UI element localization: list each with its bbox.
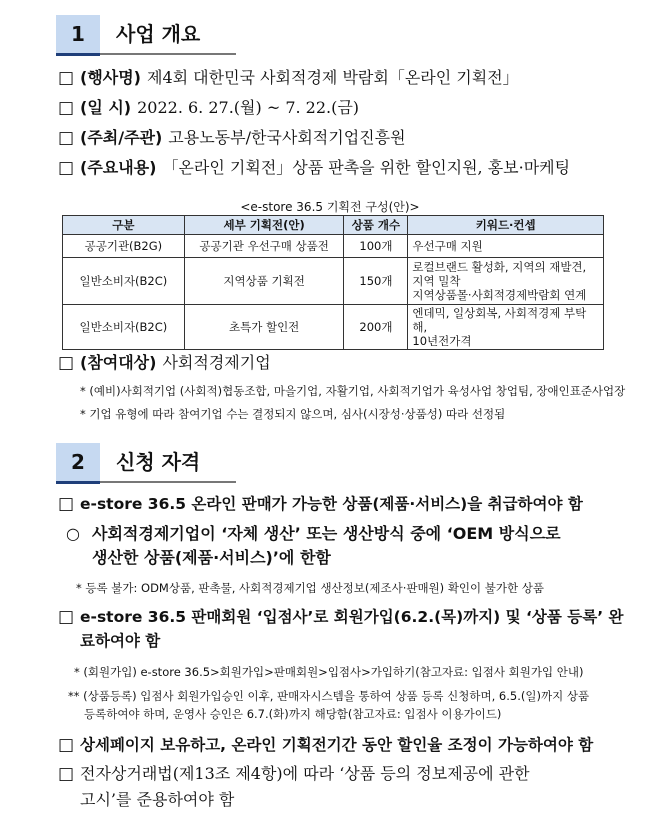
section-number: 2: [56, 443, 100, 481]
cell-count: 100개: [344, 235, 408, 258]
checkbox-icon: □: [58, 494, 75, 514]
eligibility-item-4: [58, 762, 530, 786]
keyword-line: 지역상품몰·사회적경제박람회 연계: [412, 288, 587, 302]
cell-keywords: [408, 305, 604, 350]
event-name-label: (행사명): [80, 68, 141, 87]
organizer-label: (주최/주관): [80, 128, 163, 147]
cell-count: 200개: [344, 305, 408, 350]
keyword-line: 우선구매 지원: [412, 239, 483, 253]
eligibility-sub-1-line-2: 생산한 상품(제품·서비스)’에 한함: [92, 548, 331, 567]
checkbox-icon: □: [58, 353, 75, 373]
participants-row: [58, 353, 271, 373]
cell-plan: 지역상품 기획전: [184, 258, 344, 305]
checkbox-icon: □: [58, 128, 75, 148]
content-label: (주요내용): [80, 158, 157, 177]
cell-count: 150개: [344, 258, 408, 305]
table-row: [63, 305, 604, 350]
cell-keywords: [408, 258, 604, 305]
eligibility-item-1: [58, 493, 583, 515]
participants-note-2: * 기업 유형에 따라 참여기업 수는 결정되지 않으며, 심사(시장성·상품성) 따라 선정됨: [80, 407, 506, 421]
organizer-row: [58, 128, 406, 148]
cell-category: 일반소비자(B2C): [63, 305, 185, 350]
table-row: [63, 235, 604, 258]
header-plan: 세부 기획전(안): [184, 216, 344, 235]
content-value: 「온라인 기획전」상품 판촉을 위한 할인지원, 홍보·마케팅: [162, 158, 571, 177]
checkbox-icon: □: [58, 764, 75, 784]
section-title: 신청 자격: [116, 450, 201, 474]
section-1-header: [56, 15, 616, 53]
eligibility-note-1: * 등록 불가: ODM상품, 판촉물, 사회적경제기업 생산정보(제조사·판매원) 확인이 불가한 상품: [76, 581, 544, 595]
eligibility-item-3-text: 상세페이지 보유하고, 온라인 기획전기간 동안 할인율 조정이 가능하여야 함: [80, 736, 594, 754]
date-row: [58, 98, 359, 118]
content-row: [58, 158, 570, 178]
sub-1-text-1: 사회적경제기업이 ‘자체 생산’ 또는 생산방식 중에 ‘OEM 방식으로: [92, 524, 561, 543]
eligibility-item-3: [58, 734, 593, 756]
checkbox-icon: □: [58, 98, 75, 118]
event-name-row: [58, 68, 519, 88]
header-keywords: 키워드·컨셉: [408, 216, 604, 235]
eligibility-note-3-line-1: ** (상품등록) 입점사 회원가입승인 이후, 판매자시스템을 통하여 상품 등록 신청하며, 6.5.(일)까지 상품: [68, 689, 590, 703]
checkbox-icon: □: [58, 735, 75, 755]
eligibility-item-2: [58, 606, 623, 628]
keyword-line: 10년전가격: [412, 334, 472, 348]
eligibility-item-4-line-2: 고시’를 준용하여야 함: [80, 790, 235, 809]
eligibility-item-4-text-1: 전자상거래법(제13조 제4항)에 따라 ‘상품 등의 정보제공에 관한: [80, 764, 530, 783]
organizer-value: 고용노동부/한국사회적기업진흥원: [168, 128, 406, 147]
keyword-line: 엔데믹, 일상회복, 사회적경제 부탁해,: [412, 306, 587, 334]
cell-keywords: [408, 235, 604, 258]
section-title: 사업 개요: [116, 22, 201, 46]
checkbox-icon: □: [58, 158, 75, 178]
eligibility-sub-1-line-1: [66, 522, 561, 546]
eligibility-item-2-text-1: e-store 36.5 판매회원 ‘입점사’로 회원가입(6.2.(목)까지) 및 ‘상품 등록’ 완: [80, 608, 624, 626]
participants-label: (참여대상): [80, 353, 157, 372]
participants-value: 사회적경제기업: [162, 353, 271, 372]
cell-plan: 초특가 할인전: [184, 305, 344, 350]
section-underline-accent: [56, 481, 100, 484]
section-2-header: [56, 443, 616, 481]
circle-bullet-icon: ○: [66, 524, 80, 543]
cell-category: 일반소비자(B2C): [63, 258, 185, 305]
keyword-line: 로컬브랜드 활성화, 지역의 재발견,: [412, 260, 587, 274]
table-caption: <e-store 36.5 기획전 구성(안)>: [240, 200, 420, 214]
header-count: 상품 개수: [344, 216, 408, 235]
eligibility-item-1-text: e-store 36.5 온라인 판매가 가능한 상품(제품·서비스)을 취급하여야 함: [80, 495, 583, 513]
checkbox-icon: □: [58, 607, 75, 627]
date-label: (일 시): [80, 98, 132, 117]
section-underline-accent: [56, 53, 100, 56]
checkbox-icon: □: [58, 68, 75, 88]
eligibility-note-3-line-2: 등록하여야 하며, 운영사 승인은 6.7.(화)까지 해당함(참고자료: 입점사 이용가이드): [84, 707, 502, 721]
participants-note-1: * (예비)사회적기업 (사회적)협동조합, 마을기업, 자활기업, 사회적기업가 육성사업 창업팀, 장애인표준사업장: [80, 384, 626, 398]
event-name-value: 제4회 대한민국 사회적경제 박람회「온라인 기획전」: [147, 68, 519, 87]
keyword-line: 지역 밀착: [412, 274, 461, 288]
date-value: 2022. 6. 27.(월) ~ 7. 22.(금): [137, 98, 360, 117]
section-number: 1: [56, 15, 100, 53]
header-category: 구분: [63, 216, 185, 235]
eligibility-item-2-line-2: 료하여야 함: [80, 632, 161, 650]
table-header-row: [63, 216, 604, 235]
cell-category: 공공기관(B2G): [63, 235, 185, 258]
plan-table: [62, 215, 604, 350]
eligibility-note-2: * (회원가입) e-store 36.5>회원가입>판매회원>입점사>가입하기(참고자료: 입점사 회원가입 안내): [74, 665, 584, 679]
cell-plan: 공공기관 우선구매 상품전: [184, 235, 344, 258]
table-row: [63, 258, 604, 305]
